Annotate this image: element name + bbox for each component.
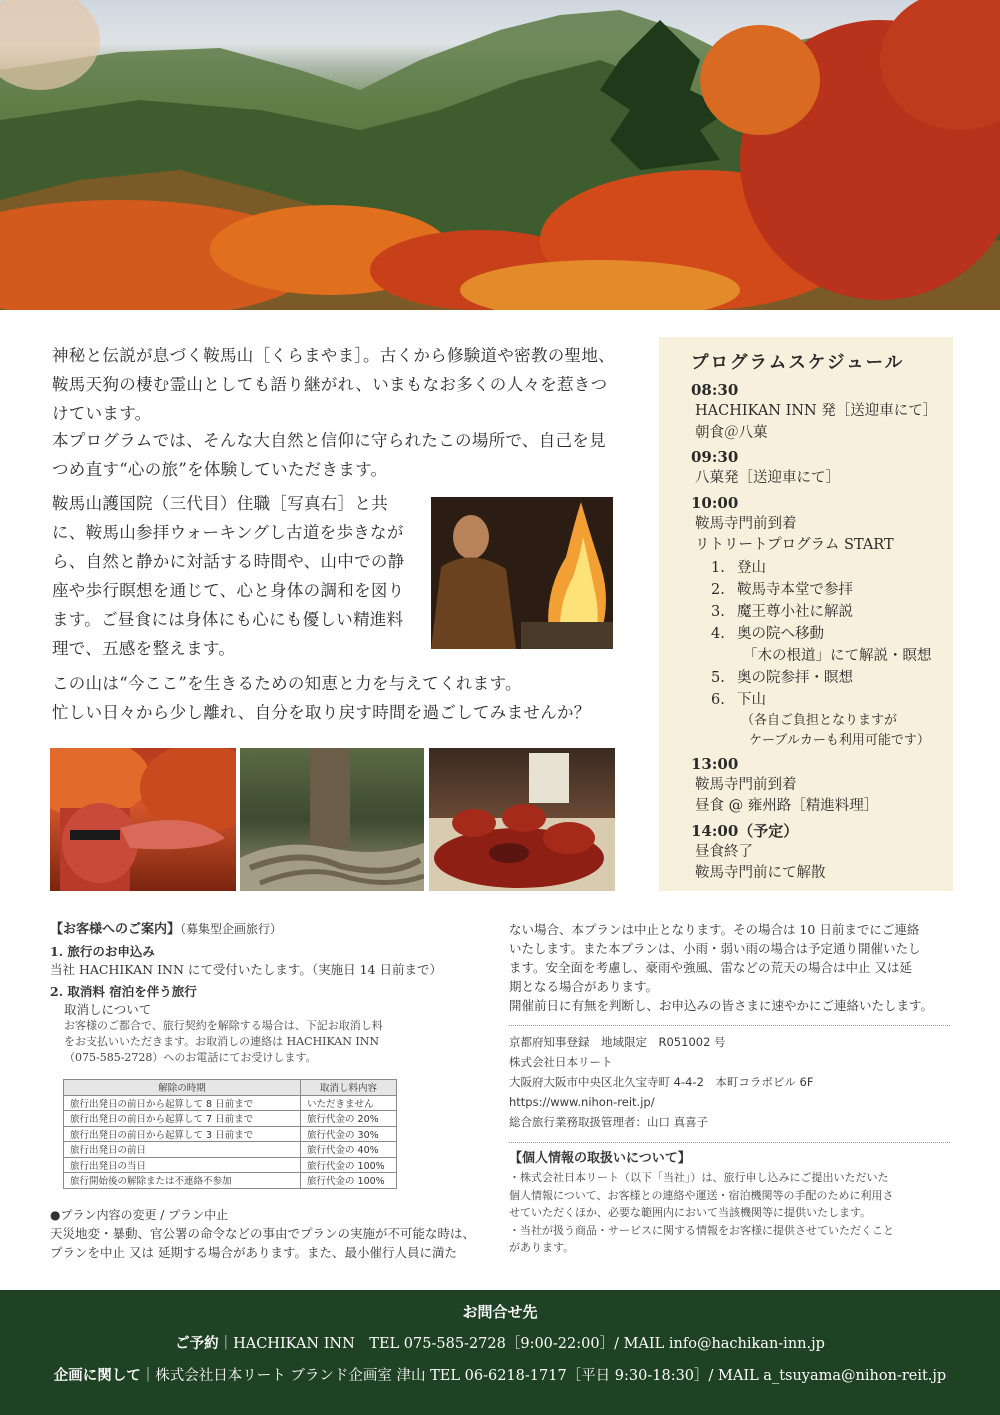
intro-paragraph-4-line-2: 忙しい日々から少し離れ、自分を取り戻す時間を過ごしてみませんか？ <box>52 703 591 722</box>
cancel-text: をお支払いいただきます。お取消しの連絡は HACHIKAN INN <box>64 1035 379 1048</box>
step-text: 下山 <box>737 691 766 708</box>
step-number: 2. <box>711 581 725 598</box>
plan-change-continued: 開催前日に有無を判断し、お申込みの皆さまに速やかにご連絡いたします。 <box>509 998 934 1013</box>
table-row <box>64 1173 397 1189</box>
guide-title-sub: （募集型企画旅行） <box>180 922 283 936</box>
table-row <box>64 1095 397 1111</box>
table-cell: 旅行代金の 20% <box>301 1111 397 1127</box>
step-number: 3. <box>711 603 725 620</box>
schedule-step-detail: 「木の根道」にて解説・瞑想 <box>743 647 932 664</box>
step-number: 6. <box>711 691 725 708</box>
cancel-text: お客様のご都合で、旅行契約を解除する場合は、下記お取消し料 <box>64 1019 383 1032</box>
privacy-text: ・当社が扱う商品・サービスに関する情報をお客様に提供させていただくこと <box>509 1223 894 1237</box>
table-cell: 旅行出発日の前日 <box>64 1142 301 1158</box>
step-text: 鞍馬寺本堂で参拝 <box>737 581 853 598</box>
schedule-step <box>691 579 953 601</box>
hero-autumn-mountain-photo <box>0 0 1000 310</box>
schedule-step <box>691 557 953 579</box>
intro-paragraph-3: 鞍馬山護国院（三代目）住職［写真右］と共に、鞍馬山参拝ウォーキングし古道を歩きながら、自然と静かに対話する時間や、山中での静座や歩行瞑想を通じて、心と身体の調和を図ります。ご昼食には身体にも心にも優しい精進料理で、五感を整えます。 <box>52 494 405 658</box>
schedule-note: （各自ご負担となりますが <box>741 712 898 728</box>
table-cell: 旅行代金の 100% <box>301 1173 397 1189</box>
plan-change-text: 天災地変・暴動、官公署の命令などの事由でプランの実施が不可能な時は、 <box>50 1226 476 1241</box>
step-number: 5. <box>711 669 725 686</box>
planning-details: ｜株式会社日本リート ブランド企画室 津山 TEL 06-6218-1717［平日 9:30-18:30］/ MAIL a_tsuyama@nihon-reit.jp <box>140 1368 947 1384</box>
schedule-time: 14:00（予定） <box>691 821 799 840</box>
schedule-time: 09:30 <box>691 448 739 466</box>
step-number: 1. <box>711 559 725 576</box>
schedule-time: 10:00 <box>691 493 739 512</box>
privacy-text: 個人情報について、お客様との連絡や運送・宿泊機関等の手配のために利用さ <box>509 1188 894 1202</box>
table-cell: 旅行開始後の解除または不連絡不参加 <box>64 1173 301 1189</box>
table-cell: 旅行代金の 40% <box>301 1142 397 1158</box>
reservation-label: ご予約 <box>175 1335 219 1352</box>
schedule-block-0930 <box>691 447 953 490</box>
table-row <box>64 1142 397 1158</box>
schedule-note: ケーブルカーも利用可能です） <box>749 732 930 748</box>
privacy-text: があります。 <box>509 1241 575 1254</box>
shojin-ryori-meal-photo <box>429 748 615 891</box>
company-address: 大阪府大阪市中央区北久宝寺町 4-4-2 本町コラボビル 6F <box>509 1075 814 1089</box>
cancellation-fee-table <box>63 1079 397 1189</box>
guide-heading-cancel: 2. 取消料 宿泊を伴う旅行 <box>50 984 197 999</box>
planning-label: 企画に関して <box>53 1367 141 1384</box>
guide-right-column <box>509 920 950 1257</box>
step-number: 4. <box>711 625 725 642</box>
schedule-item: 八菓発［送迎車にて］ <box>695 470 840 486</box>
company-name: 株式会社日本リート <box>509 1055 613 1069</box>
dotted-divider <box>509 1025 950 1026</box>
plan-change-continued: ます。安全面を考慮し、豪雨や強風、雷などの荒天の場合は中止 又は延 <box>509 960 912 975</box>
plan-change-continued: いたします。また本プランは、小雨・弱い雨の場合は予定通り開催いたし <box>509 941 921 956</box>
intro-paragraph-4-line-1: この山は“今ここ”を生きるための知恵と力を与えてくれます。 <box>52 674 522 693</box>
schedule-item: 鞍馬寺門前にて解散 <box>695 865 826 881</box>
intro-paragraph-4 <box>52 669 632 727</box>
schedule-block-1300 <box>691 754 953 818</box>
company-website-link[interactable]: https://www.nihon-reit.jp/ <box>509 1095 655 1109</box>
monk-fire-ritual-photo <box>431 497 613 649</box>
schedule-item: 昼食終了 <box>695 843 753 860</box>
dotted-divider <box>509 1142 950 1143</box>
tengu-mask-photo <box>50 748 236 891</box>
privacy-text: せていただくほか、必要な範囲内において当該機関等に提供いたします。 <box>509 1206 872 1219</box>
table-header-row <box>64 1080 397 1096</box>
table-row <box>64 1157 397 1173</box>
schedule-item: リトリートプログラム START <box>695 537 894 553</box>
schedule-item: 鞍馬寺門前到着 <box>695 776 797 793</box>
intro-paragraph-1: 神秘と伝説が息づく鞍馬山［くらまやま］。古くから修験道や密教の聖地、鞍馬天狗の棲む霊山としても語り継がれ、いまもなお多くの人々を惹きつけています。 <box>52 346 615 423</box>
schedule-block-1000 <box>691 493 953 751</box>
plan-change-text: プランを中止 又は 延期する場合があります。また、最小催行人員に満た <box>50 1245 457 1260</box>
table-row <box>64 1111 397 1127</box>
table-cell: 旅行出発日の当日 <box>64 1157 301 1173</box>
contact-footer <box>0 1290 1000 1415</box>
schedule-block-1400 <box>691 821 953 885</box>
table-header-cell: 取消し料内容 <box>301 1080 397 1096</box>
table-row <box>64 1126 397 1142</box>
cancel-text: （075-585-2728）へのお電話にてお受けします。 <box>64 1051 317 1064</box>
schedule-block-0830 <box>691 380 953 444</box>
guide-title-text: 【お客様へのご案内】 <box>50 922 181 937</box>
schedule-item: HACHIKAN INN 発［送迎車にて］ <box>695 403 938 419</box>
step-text: 奥の院へ移動 <box>737 625 824 642</box>
planning-contact <box>0 1366 1000 1386</box>
table-cell: 旅行代金の 100% <box>301 1157 397 1173</box>
company-manager: 総合旅行業務取扱管理者：山口 真喜子 <box>509 1115 709 1129</box>
company-registration: 京都府知事登録 地域限定 R051002 号 <box>509 1035 726 1049</box>
privacy-title: 【個人情報の取扱いについて】 <box>509 1151 691 1166</box>
plan-change-section <box>50 1206 490 1262</box>
schedule-step <box>691 667 953 689</box>
cancel-label: 取消しについて <box>64 1002 152 1017</box>
program-schedule-panel <box>659 337 953 891</box>
customer-guide-section <box>50 920 490 1066</box>
table-cell: 旅行出発日の前日から起算して 3 日前まで <box>64 1126 301 1142</box>
reservation-details: ｜HACHIKAN INN TEL 075-585-2728［9:00-22:00］/ MAIL info@hachikan-inn.jp <box>218 1336 825 1352</box>
step-text: 魔王尊小社に解説 <box>737 603 853 620</box>
tree-roots-path-photo <box>240 748 424 891</box>
privacy-text: ・株式会社日本リート（以下「当社」）は、旅行申し込みにご提出いただいた <box>509 1171 889 1184</box>
schedule-step <box>691 689 953 711</box>
step-text: 奥の院参拝・瞑想 <box>737 669 853 686</box>
intro-paragraph-2: 本プログラムでは、そんな大自然と信仰に守られたこの場所で、自己を見つめ直す“心の旅”を体験していただきます。 <box>52 431 606 479</box>
schedule-item: 鞍馬寺門前到着 <box>695 515 797 532</box>
schedule-title: プログラムスケジュール <box>691 353 905 373</box>
table-cell: 旅行出発日の前日から起算して 8 日前まで <box>64 1095 301 1111</box>
contact-title: お問合せ先 <box>462 1303 538 1321</box>
guide-heading-application: 1. 旅行のお申込み <box>50 944 155 959</box>
table-header-cell: 解除の時期 <box>64 1080 301 1096</box>
reservation-contact <box>0 1334 1000 1354</box>
guide-title <box>50 920 490 939</box>
guide-text-application: 当社 HACHIKAN INN にて受付いたします。（実施日 14 日前まで） <box>50 962 442 977</box>
schedule-step <box>691 601 953 623</box>
table-cell: 旅行出発日の前日から起算して 7 日前まで <box>64 1111 301 1127</box>
schedule-time: 08:30 <box>691 381 739 399</box>
schedule-step <box>691 623 953 645</box>
plan-change-heading: ●プラン内容の変更 / プラン中止 <box>50 1208 229 1222</box>
step-text: 登山 <box>737 559 766 576</box>
schedule-item: 昼食 @ 雍州路［精進料理］ <box>695 798 879 814</box>
table-cell: 旅行代金の 30% <box>301 1126 397 1142</box>
schedule-item: 朝食＠八菓 <box>695 424 768 441</box>
table-cell: いただきません <box>301 1095 397 1111</box>
plan-change-continued: 期となる場合があります。 <box>509 979 659 994</box>
schedule-time: 13:00 <box>691 754 739 773</box>
plan-change-continued: ない場合、本プランは中止となります。その場合は 10 日前までにご連絡 <box>509 922 920 937</box>
